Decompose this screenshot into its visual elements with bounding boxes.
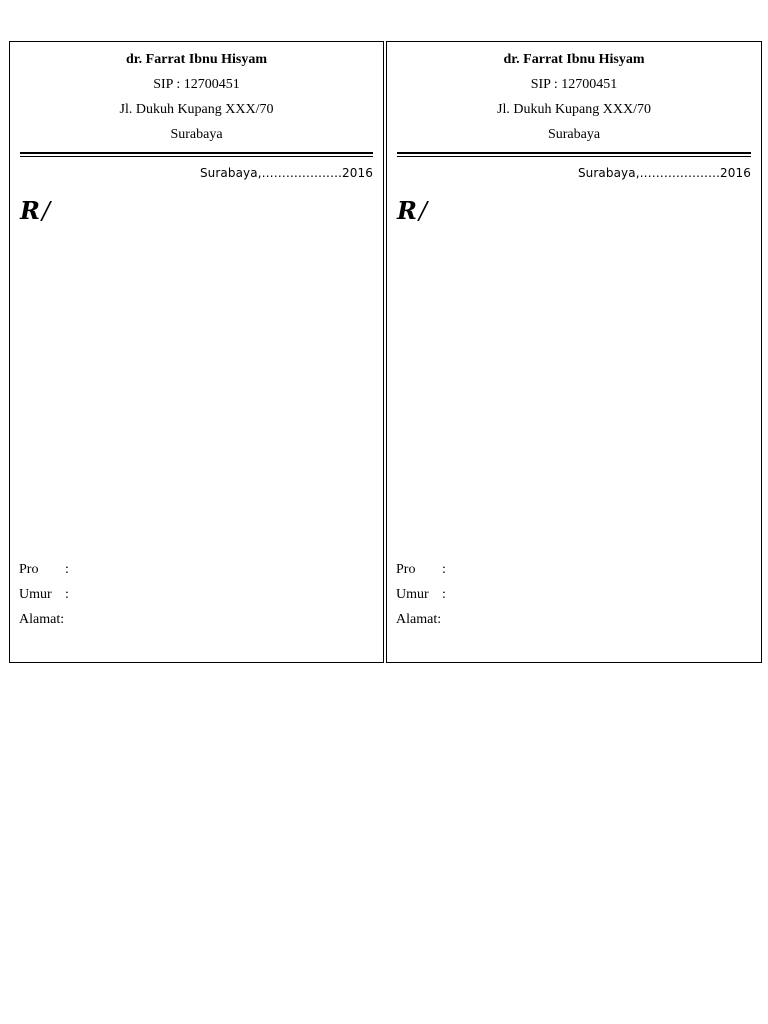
doctor-city: Surabaya xyxy=(547,127,601,142)
sip-number: SIP : 12700451 xyxy=(530,77,618,92)
pro-label: Pro xyxy=(19,562,39,577)
prescription-form-left xyxy=(9,41,384,663)
date-line: Surabaya,……………..…2016 xyxy=(577,166,751,180)
umur-label: Umur xyxy=(396,587,429,602)
sip-number: SIP : 12700451 xyxy=(153,77,240,92)
form-header xyxy=(10,42,383,147)
patient-fields xyxy=(396,557,446,632)
doctor-name: dr. Farrat Ibnu Hisyam xyxy=(503,52,645,67)
rx-slash: / xyxy=(41,197,51,225)
rx-slash: / xyxy=(418,197,428,225)
umur-colon: : xyxy=(442,587,446,602)
pro-colon: : xyxy=(442,562,446,577)
field-pro xyxy=(19,557,69,582)
doctor-address: Jl. Dukuh Kupang XXX/70 xyxy=(119,102,274,117)
pro-label: Pro xyxy=(396,562,416,577)
field-alamat xyxy=(19,607,69,632)
umur-colon: : xyxy=(65,587,69,602)
header-divider xyxy=(20,152,373,157)
doctor-city: Surabaya xyxy=(170,127,223,142)
doctor-address: Jl. Dukuh Kupang XXX/70 xyxy=(497,102,651,117)
field-umur xyxy=(396,582,446,607)
rx-letter: R xyxy=(20,196,40,225)
rx-symbol xyxy=(397,197,761,225)
form-header xyxy=(387,42,761,147)
rx-symbol xyxy=(20,197,383,225)
alamat-label: Alamat: xyxy=(396,612,442,627)
date-line: Surabaya,……………..…2016 xyxy=(199,166,373,180)
patient-fields xyxy=(19,557,69,632)
field-alamat xyxy=(396,607,446,632)
pro-colon: : xyxy=(65,562,69,577)
field-umur xyxy=(19,582,69,607)
header-divider xyxy=(397,152,751,157)
alamat-label: Alamat: xyxy=(19,612,65,627)
rx-letter: R xyxy=(397,196,417,225)
umur-label: Umur xyxy=(19,587,52,602)
doctor-name: dr. Farrat Ibnu Hisyam xyxy=(125,52,268,67)
prescription-form-right xyxy=(386,41,762,663)
field-pro xyxy=(396,557,446,582)
